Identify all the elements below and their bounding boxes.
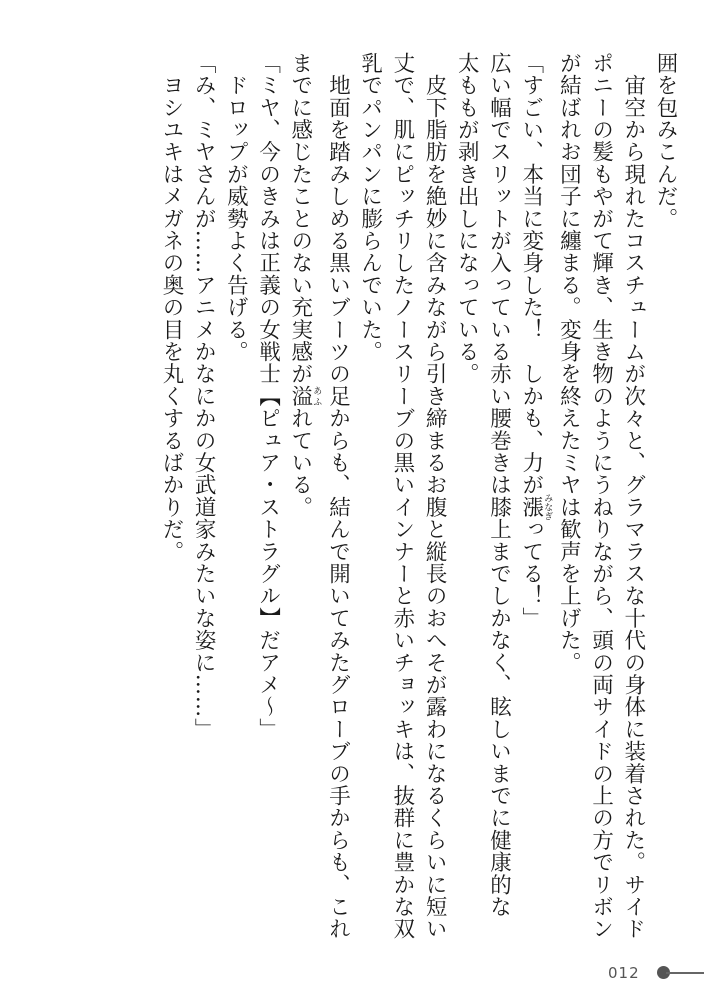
text-line-14: ドロップが威勢よく告げる。: [223, 52, 249, 363]
ruby-minagi-reading: みなぎ: [542, 493, 553, 521]
text-line-12-tail: れている。: [287, 407, 313, 519]
text-line-11: 地面を踏みしめる黒いブーツの足からも、結んで開いてみたグローブの手からも、これ: [325, 52, 351, 940]
text-line-10: 乳でパンパンに膨らんでいた。: [357, 52, 383, 363]
text-line-12: [284, 52, 322, 960]
ruby-afu: [287, 385, 322, 408]
vertical-text-body: [69, 52, 681, 960]
text-line-5-tail: ってる！」: [518, 518, 544, 630]
text-line-12-lead: までに感じたことのない充実感が: [287, 52, 313, 385]
text-line-8: 皮下脂肪を絶妙に含みながら引き締まるお腹と縦長のおへそが露わになるくらいに短い: [422, 52, 448, 940]
text-line-15: 「み、ミヤさんが……アニメかなにかの女武道家みたいな姿に……」: [191, 52, 217, 741]
footer-rule: [666, 972, 704, 974]
text-line-7: 太ももが剥き出しになっている。: [454, 52, 480, 385]
text-line-9: 丈で、肌にピッチリしたノースリーブの黒いインナーと赤いチョッキは、抜群に豊かな双: [389, 52, 415, 940]
ruby-minagi-base: 漲: [518, 493, 544, 521]
page-number: 012: [608, 964, 640, 982]
text-line-4: が結ばれお団子に纏まる。変身を終えたミヤは歓声を上げた。: [556, 52, 582, 674]
text-line-5: [514, 52, 552, 960]
text-line-6: 広い幅でスリットが入っている赤い腰巻きは膝上までしかなく、眩しいまでに健康的な: [486, 52, 512, 918]
text-line-3: ポニーの髪もやがて輝き、生き物のようにうねりながら、頭の両サイドの上の方でリボン: [588, 52, 614, 940]
text-line-16: ヨシユキはメガネの奥の目を丸くするばかりだ。: [158, 52, 184, 563]
text-line-5-lead: 「すごい、本当に変身した！ しかも、力が: [518, 52, 544, 496]
ruby-afu-reading: あふ: [311, 385, 322, 408]
text-line-13: 「ミヤ、今のきみは正義の女戦士【ピュア・ストラグル】だアメ～」: [255, 52, 281, 741]
text-line-1: 囲を包みこんだ。: [653, 52, 678, 230]
ruby-minagi: [518, 493, 553, 521]
text-line-2: 宙空から現れたコスチュームが次々と、グラマラスな十代の身体に装着された。サイド: [620, 52, 646, 940]
ruby-afu-base: 溢: [287, 385, 313, 408]
page-footer: [604, 962, 706, 986]
